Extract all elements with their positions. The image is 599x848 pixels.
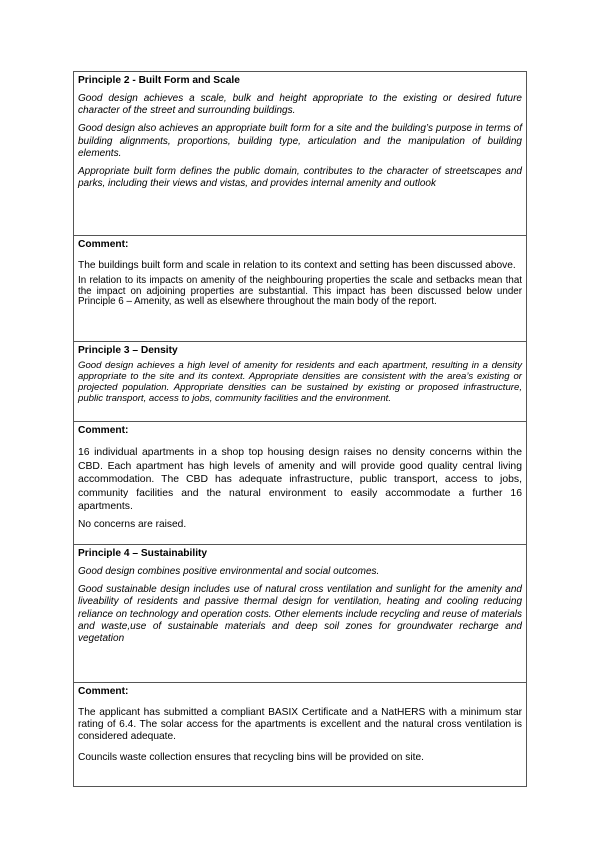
comment-2-paragraph: In relation to its impacts on amenity of the neighbouring properties the scale and setbacks mean that the impact on adjoining properties are substantial. This impact has been discussed below under Principle 6 – Amenity, as well as elsewhere throughout the main body of the report. xyxy=(78,275,522,308)
principle-2-row xyxy=(74,72,527,236)
principle-2-paragraph: Good design also achieves an appropriate built form for a site and the building’s purpose in terms of building alignments, proportions, building type, articulation and the manipulation of building elements. xyxy=(78,123,522,159)
principle-4-row xyxy=(74,545,527,683)
principle-3-cell xyxy=(74,342,527,422)
principle-2-heading: Principle 2 - Built Form and Scale xyxy=(78,75,240,86)
principle-4-paragraph: Good sustainable design includes use of natural cross ventilation and sunlight for the amenity and liveability of residents and passive thermal design for ventilation, heating and cooling reducing reliance on technology and operation costs. Other elements include recycling and reuse of materials and waste,use of sustainable materials and deep soil zones for groundwater recharge and vegetation xyxy=(78,584,522,645)
principle-2-paragraph: Good design achieves a scale, bulk and height appropriate to the existing or desired future character of the street and surrounding buildings. xyxy=(78,93,522,117)
comment-4-paragraph: Councils waste collection ensures that recycling bins will be provided on site. xyxy=(78,751,424,763)
comment-2-heading: Comment: xyxy=(78,239,129,250)
principle-4-paragraph: Good design combines positive environmental and social outcomes. xyxy=(78,566,380,577)
principle-3-row xyxy=(74,342,527,422)
principle-4-heading: Principle 4 – Sustainability xyxy=(78,548,208,559)
comment-2-paragraph: The buildings built form and scale in relation to its context and setting has been discussed above. xyxy=(78,260,516,271)
comment-3-cell xyxy=(74,422,527,545)
principle-4-cell xyxy=(74,545,527,683)
comment-4-row xyxy=(74,683,527,787)
comment-4-heading: Comment: xyxy=(78,686,129,697)
comment-2-row xyxy=(74,236,527,342)
comment-3-paragraph: 16 individual apartments in a shop top housing design raises no density concerns within the CBD. Each apartment has high levels of amenity and will provide good quality central living accommodation. The CBD has adequate infrastructure, public transport, access to jobs, community facilities and the natural environment to easily accommodate a further 16 apartments. xyxy=(78,447,522,512)
comment-3-paragraph: No concerns are raised. xyxy=(78,518,187,530)
document-page xyxy=(73,71,527,787)
principle-2-paragraph: Appropriate built form defines the public domain, contributes to the character of streetscapes and parks, including their views and vistas, and provides internal amenity and outlook xyxy=(78,166,522,190)
comment-4-paragraph: The applicant has submitted a compliant BASIX Certificate and a NatHERS with a minimum star rating of 6.4. The solar access for the apartments is excellent and the natural cross ventilation is considered adequate. xyxy=(78,707,522,743)
principle-3-heading: Principle 3 – Density xyxy=(78,345,178,356)
comment-3-heading: Comment: xyxy=(78,425,129,436)
principles-table xyxy=(73,71,527,787)
comment-4-cell xyxy=(74,683,527,787)
principle-2-cell xyxy=(74,72,527,236)
comment-2-cell xyxy=(74,236,527,342)
principle-3-paragraph: Good design achieves a high level of amenity for residents and each apartment, resulting in a density appropriate to the site and its context. Appropriate densities are consistent with the area’s existing or projected population. Appropriate densities can be sustained by existing or proposed infrastructure, public transport, access to jobs, community facilities and the environment. xyxy=(78,360,522,404)
comment-3-row xyxy=(74,422,527,545)
